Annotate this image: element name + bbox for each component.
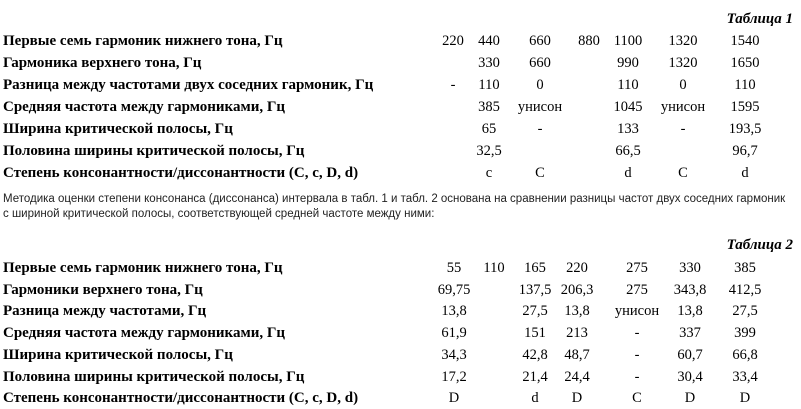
- table-cell: унисон: [660, 99, 706, 115]
- table-cell: 61,9: [441, 325, 467, 342]
- table-cell: -: [680, 121, 686, 137]
- row-label: Половина ширины критической полосы, Гц: [3, 143, 305, 159]
- table-cell: C: [678, 165, 688, 181]
- table-cell: унисон: [614, 303, 660, 320]
- table-cell: -: [634, 346, 640, 363]
- table-cell: 399: [734, 325, 756, 342]
- table-cell: 220: [442, 33, 464, 49]
- table-row: [0, 387, 801, 409]
- table-cell: 1650: [730, 55, 760, 71]
- table-cell: 69,75: [437, 281, 471, 298]
- table-cell: 1320: [668, 55, 698, 71]
- row-label: Гармоники верхнего тона, Гц: [3, 281, 203, 298]
- row-label: Степень консонантности/диссонантности (C, c, D, d): [3, 390, 359, 407]
- table-row: [0, 344, 801, 366]
- row-label: Ширина критической полосы, Гц: [3, 121, 233, 137]
- table-cell: D: [739, 390, 751, 407]
- table-cell: 213: [566, 325, 588, 342]
- table-cell: 60,7: [677, 346, 703, 363]
- table-cell: унисон: [517, 99, 563, 115]
- table-cell: 34,3: [441, 346, 467, 363]
- table-cell: 990: [617, 55, 639, 71]
- table-cell: 1595: [730, 99, 760, 115]
- table-cell: 65: [481, 121, 497, 137]
- table-cell: 385: [478, 99, 500, 115]
- table-cell: 55: [446, 260, 462, 276]
- table-cell: 385: [734, 260, 756, 276]
- table-cell: C: [632, 390, 642, 407]
- table-row: [0, 300, 801, 322]
- table-cell: 0: [679, 77, 687, 93]
- table-cell: 13,8: [564, 303, 590, 320]
- table-cell: 151: [524, 325, 546, 342]
- row-label: Гармоника верхнего тона, Гц: [3, 55, 202, 71]
- table-row: [0, 162, 801, 184]
- table-cell: 193,5: [728, 121, 762, 137]
- row-label: Первые семь гармоник нижнего тона, Гц: [3, 260, 283, 276]
- table-cell: 96,7: [732, 143, 758, 159]
- table-cell: 17,2: [441, 368, 467, 385]
- table-cell: 110: [478, 77, 500, 93]
- table-cell: -: [634, 368, 640, 385]
- table-row: [0, 30, 801, 52]
- table-cell: -: [537, 121, 543, 137]
- row-label: Средняя частота между гармониками, Гц: [3, 99, 286, 115]
- table-cell: d: [741, 165, 749, 181]
- row-label: Средняя частота между гармониками, Гц: [3, 325, 286, 342]
- table-cell: 32,5: [476, 143, 502, 159]
- table-cell: 1100: [613, 33, 643, 49]
- table-row: [0, 96, 801, 118]
- row-label: Разница между частотами двух соседних гармоник, Гц: [3, 77, 374, 93]
- row-label: Половина ширины критической полосы, Гц: [3, 368, 305, 385]
- table-cell: 330: [478, 55, 500, 71]
- table-cell: 42,8: [522, 346, 548, 363]
- table-cell: D: [571, 390, 583, 407]
- table-cell: 412,5: [728, 281, 762, 298]
- table-row: [0, 257, 801, 279]
- table-cell: D: [448, 390, 460, 407]
- table-cell: 13,8: [441, 303, 467, 320]
- table-cell: 133: [617, 121, 639, 137]
- table-cell: 33,4: [732, 368, 758, 385]
- table-cell: 1540: [730, 33, 760, 49]
- table-row: [0, 366, 801, 388]
- table-cell: -: [634, 325, 640, 342]
- table-cell: 165: [524, 260, 546, 276]
- table-cell: 110: [483, 260, 505, 276]
- table-row: [0, 279, 801, 301]
- table-cell: 337: [679, 325, 701, 342]
- table-row: [0, 52, 801, 74]
- table-cell: 48,7: [564, 346, 590, 363]
- table-cell: 27,5: [522, 303, 548, 320]
- table-cell: 110: [734, 77, 756, 93]
- table-row: [0, 140, 801, 162]
- table-cell: 0: [536, 77, 544, 93]
- table-cell: 27,5: [732, 303, 758, 320]
- table-cell: 343,8: [673, 281, 707, 298]
- table2-caption: Таблица 2: [726, 237, 793, 253]
- table-row: [0, 118, 801, 140]
- table-cell: 66,5: [615, 143, 641, 159]
- table-cell: 30,4: [677, 368, 703, 385]
- table-cell: d: [531, 390, 539, 407]
- table-cell: 660: [529, 33, 551, 49]
- table-row: [0, 322, 801, 344]
- table-cell: 330: [679, 260, 701, 276]
- table-cell: 1045: [613, 99, 643, 115]
- table-cell: D: [684, 390, 696, 407]
- row-label: Разница между частотами, Гц: [3, 303, 207, 320]
- table-cell: 66,8: [732, 346, 758, 363]
- table-cell: 21,4: [522, 368, 548, 385]
- row-label: Ширина критической полосы, Гц: [3, 346, 233, 363]
- table-cell: 1320: [668, 33, 698, 49]
- table-cell: 137,5: [518, 281, 552, 298]
- table1-caption: Таблица 1: [726, 11, 793, 27]
- table-cell: d: [624, 165, 632, 181]
- table-cell: 275: [626, 281, 648, 298]
- table-cell: -: [450, 77, 456, 93]
- table-cell: 220: [566, 260, 588, 276]
- row-label: Степень консонантности/диссонантности (C, c, D, d): [3, 165, 359, 181]
- table-row: [0, 74, 801, 96]
- table-cell: C: [535, 165, 545, 181]
- table-cell: 660: [529, 55, 551, 71]
- methodology-paragraph: Методика оценки степени консонанса (диссонанса) интервала в табл. 1 и табл. 2 основана на сравнении разницы частот двух соседних гармоник с шириной критической полосы, соответствующей средней частоте между ними:: [3, 193, 786, 220]
- table-cell: c: [485, 165, 493, 181]
- table-cell: 440: [478, 33, 500, 49]
- table-cell: 275: [626, 260, 648, 276]
- table-cell: 24,4: [564, 368, 590, 385]
- table-cell: 110: [617, 77, 639, 93]
- table-cell: 13,8: [677, 303, 703, 320]
- row-label: Первые семь гармоник нижнего тона, Гц: [3, 33, 283, 49]
- table-cell: 880: [578, 33, 600, 49]
- table-cell: 206,3: [560, 281, 594, 298]
